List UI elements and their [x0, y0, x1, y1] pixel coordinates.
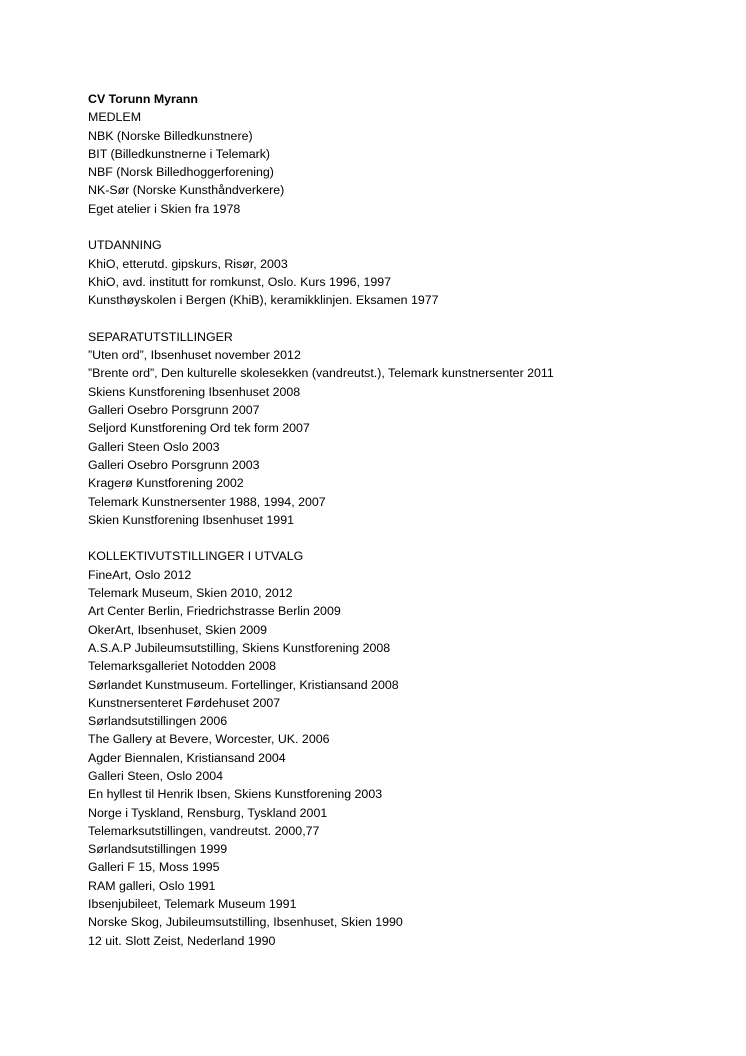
- section-item: RAM galleri, Oslo 1991: [88, 878, 216, 893]
- section-item: Telemarksgalleriet Notodden 2008: [88, 659, 277, 674]
- section-heading: MEDLEM: [88, 110, 142, 125]
- section-item: The Gallery at Bevere, Worcester, UK. 2006: [88, 732, 330, 747]
- section-item: Skien Kunstforening Ibsenhuset 1991: [88, 512, 294, 527]
- cv-section: [88, 236, 728, 309]
- section-item: A.S.A.P Jubileumsutstilling, Skiens Kunstforening 2008: [88, 640, 391, 655]
- section-item: Galleri Osebro Porsgrunn 2007: [88, 403, 260, 418]
- section-item: Galleri Osebro Porsgrunn 2003: [88, 457, 260, 472]
- section-item: Telemark Museum, Skien 2010, 2012: [88, 586, 293, 601]
- cv-section: [88, 328, 728, 529]
- section-item: Galleri Steen Oslo 2003: [88, 439, 220, 454]
- section-item: Seljord Kunstforening Ord tek form 2007: [88, 421, 310, 436]
- section-item: Sørlandsutstillingen 2006: [88, 714, 228, 729]
- section-heading: SEPARATUTSTILLINGER: [88, 329, 233, 344]
- section-item: Norge i Tyskland, Rensburg, Tyskland 2001: [88, 805, 328, 820]
- section-item: ”Brente ord”, Den kulturelle skolesekken (vandreutst.), Telemark kunstnersenter 2011: [88, 366, 554, 381]
- section-item: KhiO, avd. institutt for romkunst, Oslo. Kurs 1996, 1997: [88, 274, 392, 289]
- section-item: Telemark Kunstnersenter 1988, 1994, 2007: [88, 494, 326, 509]
- section-item: Kragerø Kunstforening 2002: [88, 476, 244, 491]
- section-item: Kunsthøyskolen i Bergen (KhiB), keramikklinjen. Eksamen 1977: [88, 293, 439, 308]
- section-item: OkerArt, Ibsenhuset, Skien 2009: [88, 622, 268, 637]
- section-item: Norske Skog, Jubileumsutstilling, Ibsenhuset, Skien 1990: [88, 915, 403, 930]
- section-item: BIT (Billedkunstnerne i Telemark): [88, 146, 271, 161]
- section-item: NBF (Norsk Billedhoggerforening): [88, 165, 274, 180]
- section-item: Galleri F 15, Moss 1995: [88, 860, 220, 875]
- section-item: NK-Sør (Norske Kunsthåndverkere): [88, 183, 285, 198]
- cv-section: [88, 108, 728, 218]
- section-item: Skiens Kunstforening Ibsenhuset 2008: [88, 384, 301, 399]
- section-item: FineArt, Oslo 2012: [88, 567, 192, 582]
- cv-content: [88, 90, 728, 950]
- section-item: Sørlandet Kunstmuseum. Fortellinger, Kristiansand 2008: [88, 677, 399, 692]
- section-item: Sørlandsutstillingen 1999: [88, 842, 228, 857]
- section-item: Ibsenjubileet, Telemark Museum 1991: [88, 897, 297, 912]
- section-heading: UTDANNING: [88, 238, 162, 253]
- section-item: Galleri Steen, Oslo 2004: [88, 768, 223, 783]
- section-item: 12 uit. Slott Zeist, Nederland 1990: [88, 933, 276, 948]
- cv-section: [88, 547, 728, 950]
- cv-title: CV Torunn Myrann: [88, 92, 198, 106]
- section-item: En hyllest til Henrik Ibsen, Skiens Kunstforening 2003: [88, 787, 383, 802]
- section-heading: KOLLEKTIVUTSTILLINGER I UTVALG: [88, 549, 304, 564]
- section-item: Telemarksutstillingen, vandreutst. 2000,77: [88, 823, 320, 838]
- section-item: Art Center Berlin, Friedrichstrasse Berlin 2009: [88, 604, 341, 619]
- section-item: KhiO, etterutd. gipskurs, Risør, 2003: [88, 256, 288, 271]
- section-item: Kunstnersenteret Førdehuset 2007: [88, 695, 281, 710]
- cv-sections: [88, 108, 728, 950]
- section-item: Agder Biennalen, Kristiansand 2004: [88, 750, 286, 765]
- section-item: Eget atelier i Skien fra 1978: [88, 201, 241, 216]
- section-item: ”Uten ord”, Ibsenhuset november 2012: [88, 348, 301, 363]
- section-item: NBK (Norske Billedkunstnere): [88, 128, 253, 143]
